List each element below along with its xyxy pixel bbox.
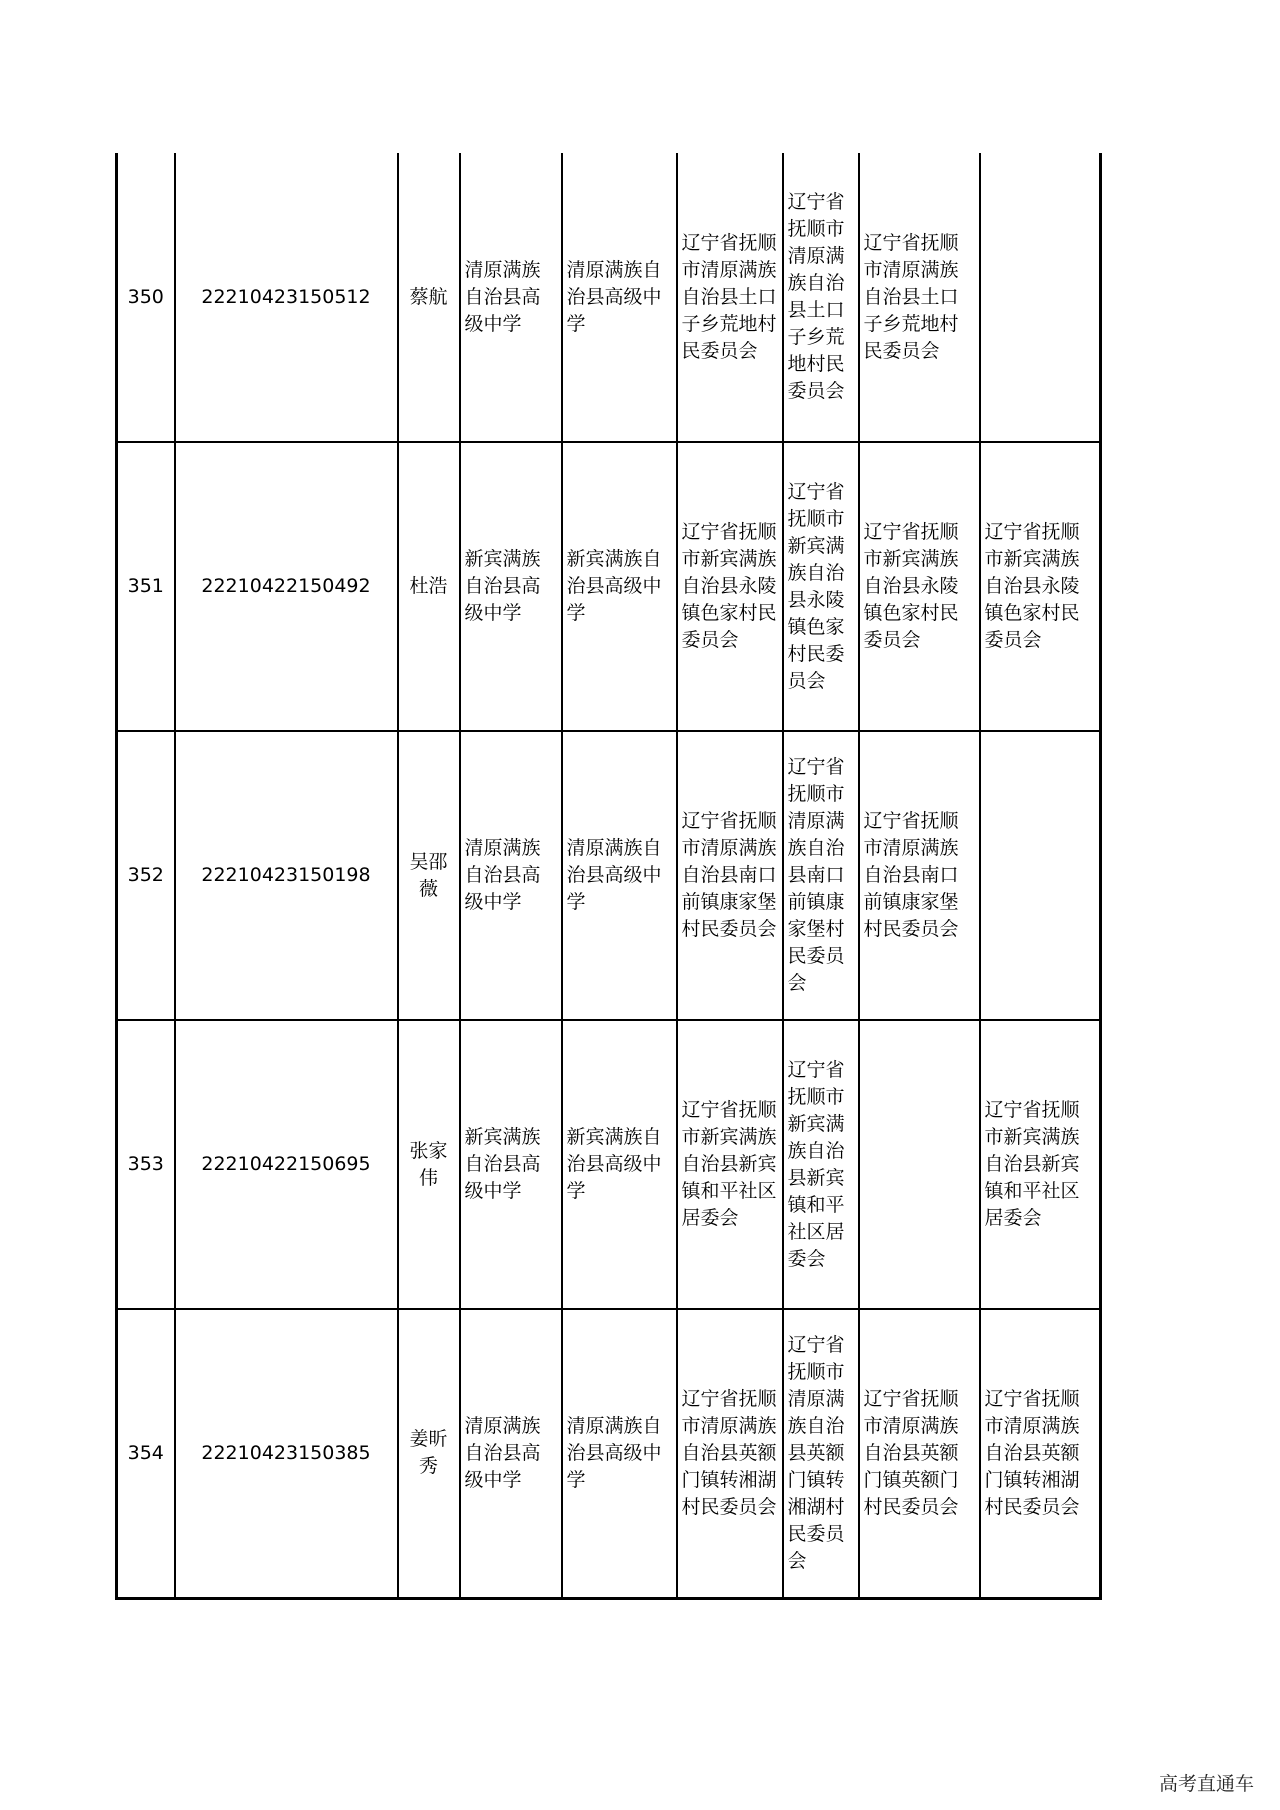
school-a-cell: 清原满族自治县高级中学 [460, 1309, 562, 1598]
address-2-cell: 辽宁省抚顺市清原满族自治县英额门镇转湘湖村民委员会 [783, 1309, 859, 1598]
address-4-cell: 辽宁省抚顺市清原满族自治县英额门镇转湘湖村民委员会 [980, 1309, 1101, 1598]
table-body [117, 153, 1101, 1598]
school-b-cell: 清原满族自治县高级中学 [562, 1309, 677, 1598]
address-2-cell: 辽宁省抚顺市清原满族自治县土口子乡荒地村民委员会 [783, 153, 859, 442]
school-b-cell: 新宾满族自治县高级中学 [562, 1020, 677, 1309]
row-number-cell: 353 [117, 1020, 175, 1309]
address-1-cell: 辽宁省抚顺市清原满族自治县英额门镇转湘湖村民委员会 [677, 1309, 783, 1598]
row-number-cell: 351 [117, 442, 175, 731]
school-b-cell: 清原满族自治县高级中学 [562, 153, 677, 442]
table-row [117, 153, 1101, 442]
student-name-cell: 杜浩 [398, 442, 460, 731]
address-1-cell: 辽宁省抚顺市清原满族自治县南口前镇康家堡村民委员会 [677, 731, 783, 1020]
student-name-cell: 吴邵薇 [398, 731, 460, 1020]
row-number-cell: 350 [117, 153, 175, 442]
school-b-cell: 新宾满族自治县高级中学 [562, 442, 677, 731]
exam-id-cell: 22210423150512 [175, 153, 398, 442]
exam-id-cell: 22210422150492 [175, 442, 398, 731]
address-2-cell: 辽宁省抚顺市新宾满族自治县永陵镇色家村民委员会 [783, 442, 859, 731]
exam-id-cell: 22210423150198 [175, 731, 398, 1020]
address-3-cell: 辽宁省抚顺市清原满族自治县土口子乡荒地村民委员会 [859, 153, 980, 442]
address-4-cell [980, 731, 1101, 1020]
address-3-cell: 辽宁省抚顺市新宾满族自治县永陵镇色家村民委员会 [859, 442, 980, 731]
row-number-cell: 352 [117, 731, 175, 1020]
table-row [117, 1309, 1101, 1598]
address-2-cell: 辽宁省抚顺市新宾满族自治县新宾镇和平社区居委会 [783, 1020, 859, 1309]
address-4-cell [980, 153, 1101, 442]
address-3-cell: 辽宁省抚顺市清原满族自治县南口前镇康家堡村民委员会 [859, 731, 980, 1020]
table-row [117, 731, 1101, 1020]
address-2-cell: 辽宁省抚顺市清原满族自治县南口前镇康家堡村民委员会 [783, 731, 859, 1020]
student-name-cell: 姜昕秀 [398, 1309, 460, 1598]
watermark-text: 高考直通车 [1158, 1773, 1254, 1795]
exam-id-cell: 22210422150695 [175, 1020, 398, 1309]
address-1-cell: 辽宁省抚顺市新宾满族自治县新宾镇和平社区居委会 [677, 1020, 783, 1309]
school-a-cell: 新宾满族自治县高级中学 [460, 1020, 562, 1309]
exam-id-cell: 22210423150385 [175, 1309, 398, 1598]
table-row [117, 442, 1101, 731]
table-row [117, 1020, 1101, 1309]
student-name-cell: 蔡航 [398, 153, 460, 442]
student-table [115, 153, 1102, 1600]
school-a-cell: 新宾满族自治县高级中学 [460, 442, 562, 731]
student-name-cell: 张家伟 [398, 1020, 460, 1309]
address-3-cell [859, 1020, 980, 1309]
address-4-cell: 辽宁省抚顺市新宾满族自治县新宾镇和平社区居委会 [980, 1020, 1101, 1309]
address-1-cell: 辽宁省抚顺市新宾满族自治县永陵镇色家村民委员会 [677, 442, 783, 731]
school-a-cell: 清原满族自治县高级中学 [460, 153, 562, 442]
address-1-cell: 辽宁省抚顺市清原满族自治县土口子乡荒地村民委员会 [677, 153, 783, 442]
address-3-cell: 辽宁省抚顺市清原满族自治县英额门镇英额门村民委员会 [859, 1309, 980, 1598]
school-a-cell: 清原满族自治县高级中学 [460, 731, 562, 1020]
address-4-cell: 辽宁省抚顺市新宾满族自治县永陵镇色家村民委员会 [980, 442, 1101, 731]
row-number-cell: 354 [117, 1309, 175, 1598]
school-b-cell: 清原满族自治县高级中学 [562, 731, 677, 1020]
